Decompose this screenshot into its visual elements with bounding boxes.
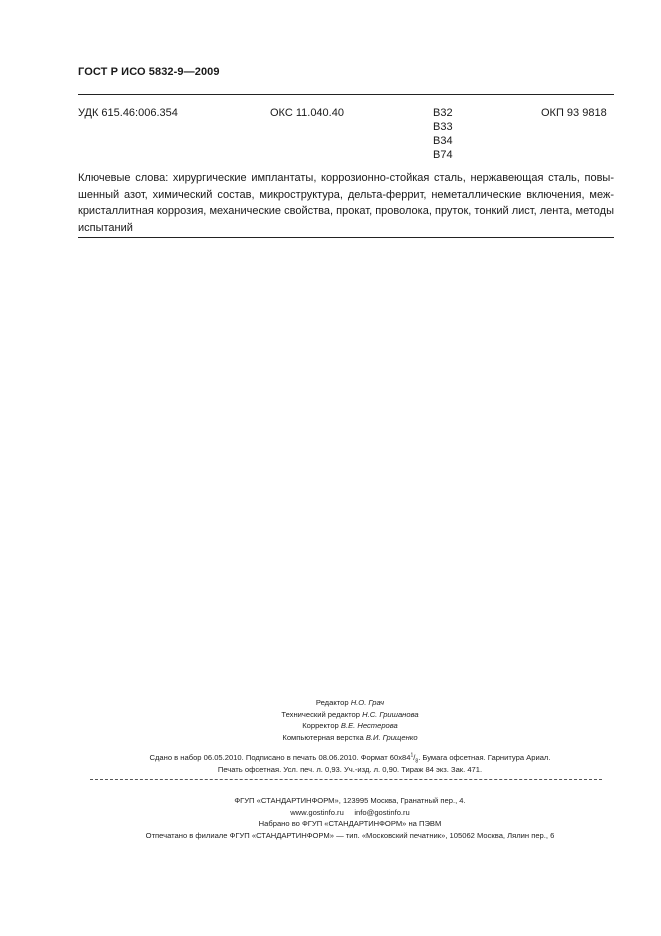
- corrector-label: Корректор: [302, 721, 341, 731]
- tech-editor-line: [90, 709, 610, 721]
- keywords-rule: [78, 237, 614, 238]
- group-code: В33: [433, 121, 453, 133]
- printed-line: Отпечатано в филиале ФГУП «СТАНДАРТИНФОРМ» — тип. «Московский печатник», 105062 Москва, Лялин пер., 6: [145, 830, 555, 840]
- keywords-line: Ключевые слова: хирургические имплантаты, коррозионно-стойкая сталь, нержавеющая сталь, повы-: [78, 172, 614, 184]
- print-info-block: [90, 752, 610, 775]
- standard-id: ГОСТ Р ИСО 5832-9—2009: [78, 66, 220, 78]
- publisher-contacts: [90, 807, 610, 819]
- imprint-divider: [90, 779, 602, 780]
- print-info-line-2: Печать офсетная. Усл. печ. л. 0,93. Уч.-изд. л. 0,90. Тираж 84 экз. Зак. 471.: [217, 764, 483, 774]
- email-link[interactable]: info@gostinfo.ru: [354, 807, 410, 817]
- keywords-line: испытаний: [78, 221, 133, 234]
- tech-editor-label: Технический редактор: [281, 709, 363, 719]
- credits-block: [90, 697, 610, 743]
- format-sup: 1: [410, 752, 414, 759]
- keywords-line: шенный азот, химический состав, микроструктура, дельта-феррит, неметаллические включения, меж-: [78, 188, 614, 201]
- editor-label: Редактор: [315, 698, 351, 707]
- corrector-name: В.Е. Нестерова: [340, 721, 398, 731]
- format-sub: 8: [415, 758, 419, 765]
- okp-code: ОКП 93 9818: [541, 107, 607, 119]
- layout-label: Компьютерная верстка: [282, 732, 366, 742]
- print-info-text: . Бумага офсетная. Гарнитура Ариал.: [418, 753, 551, 762]
- udk-code: УДК 615.46:006.354: [78, 107, 178, 119]
- editor-name: Н.О. Грач: [350, 698, 385, 707]
- publisher-block: [90, 795, 610, 841]
- tech-editor-name: Н.С. Гришанова: [362, 709, 419, 719]
- print-info-text: Сдано в набор 06.05.2010. Подписано в печать 08.06.2010. Формат 60x84: [149, 753, 411, 762]
- group-code: В32: [433, 107, 453, 119]
- oks-code: ОКС 11.040.40: [270, 107, 344, 119]
- format-slash: /: [413, 753, 416, 762]
- header-rule: [78, 94, 614, 95]
- layout-name: В.И. Грищенко: [365, 732, 418, 742]
- group-codes: [433, 106, 453, 162]
- keywords-block: [78, 170, 614, 236]
- corrector-line: [90, 720, 610, 732]
- keywords-line: кристаллитная коррозия, механические свойства, прокат, проволока, пруток, тонкий лист, лента, методы: [78, 205, 614, 217]
- typeset-line: Набрано во ФГУП «СТАНДАРТИНФОРМ» на ПЭВМ: [258, 819, 442, 829]
- group-code: В34: [433, 135, 453, 147]
- layout-line: [90, 732, 610, 744]
- group-code: В74: [433, 149, 453, 161]
- editor-line: [90, 697, 610, 709]
- publisher-address: ФГУП «СТАНДАРТИНФОРМ», 123995 Москва, Гранатный пер., 4.: [234, 796, 466, 805]
- print-info-line-1: [90, 752, 610, 764]
- website-link[interactable]: www.gostinfo.ru: [290, 807, 344, 817]
